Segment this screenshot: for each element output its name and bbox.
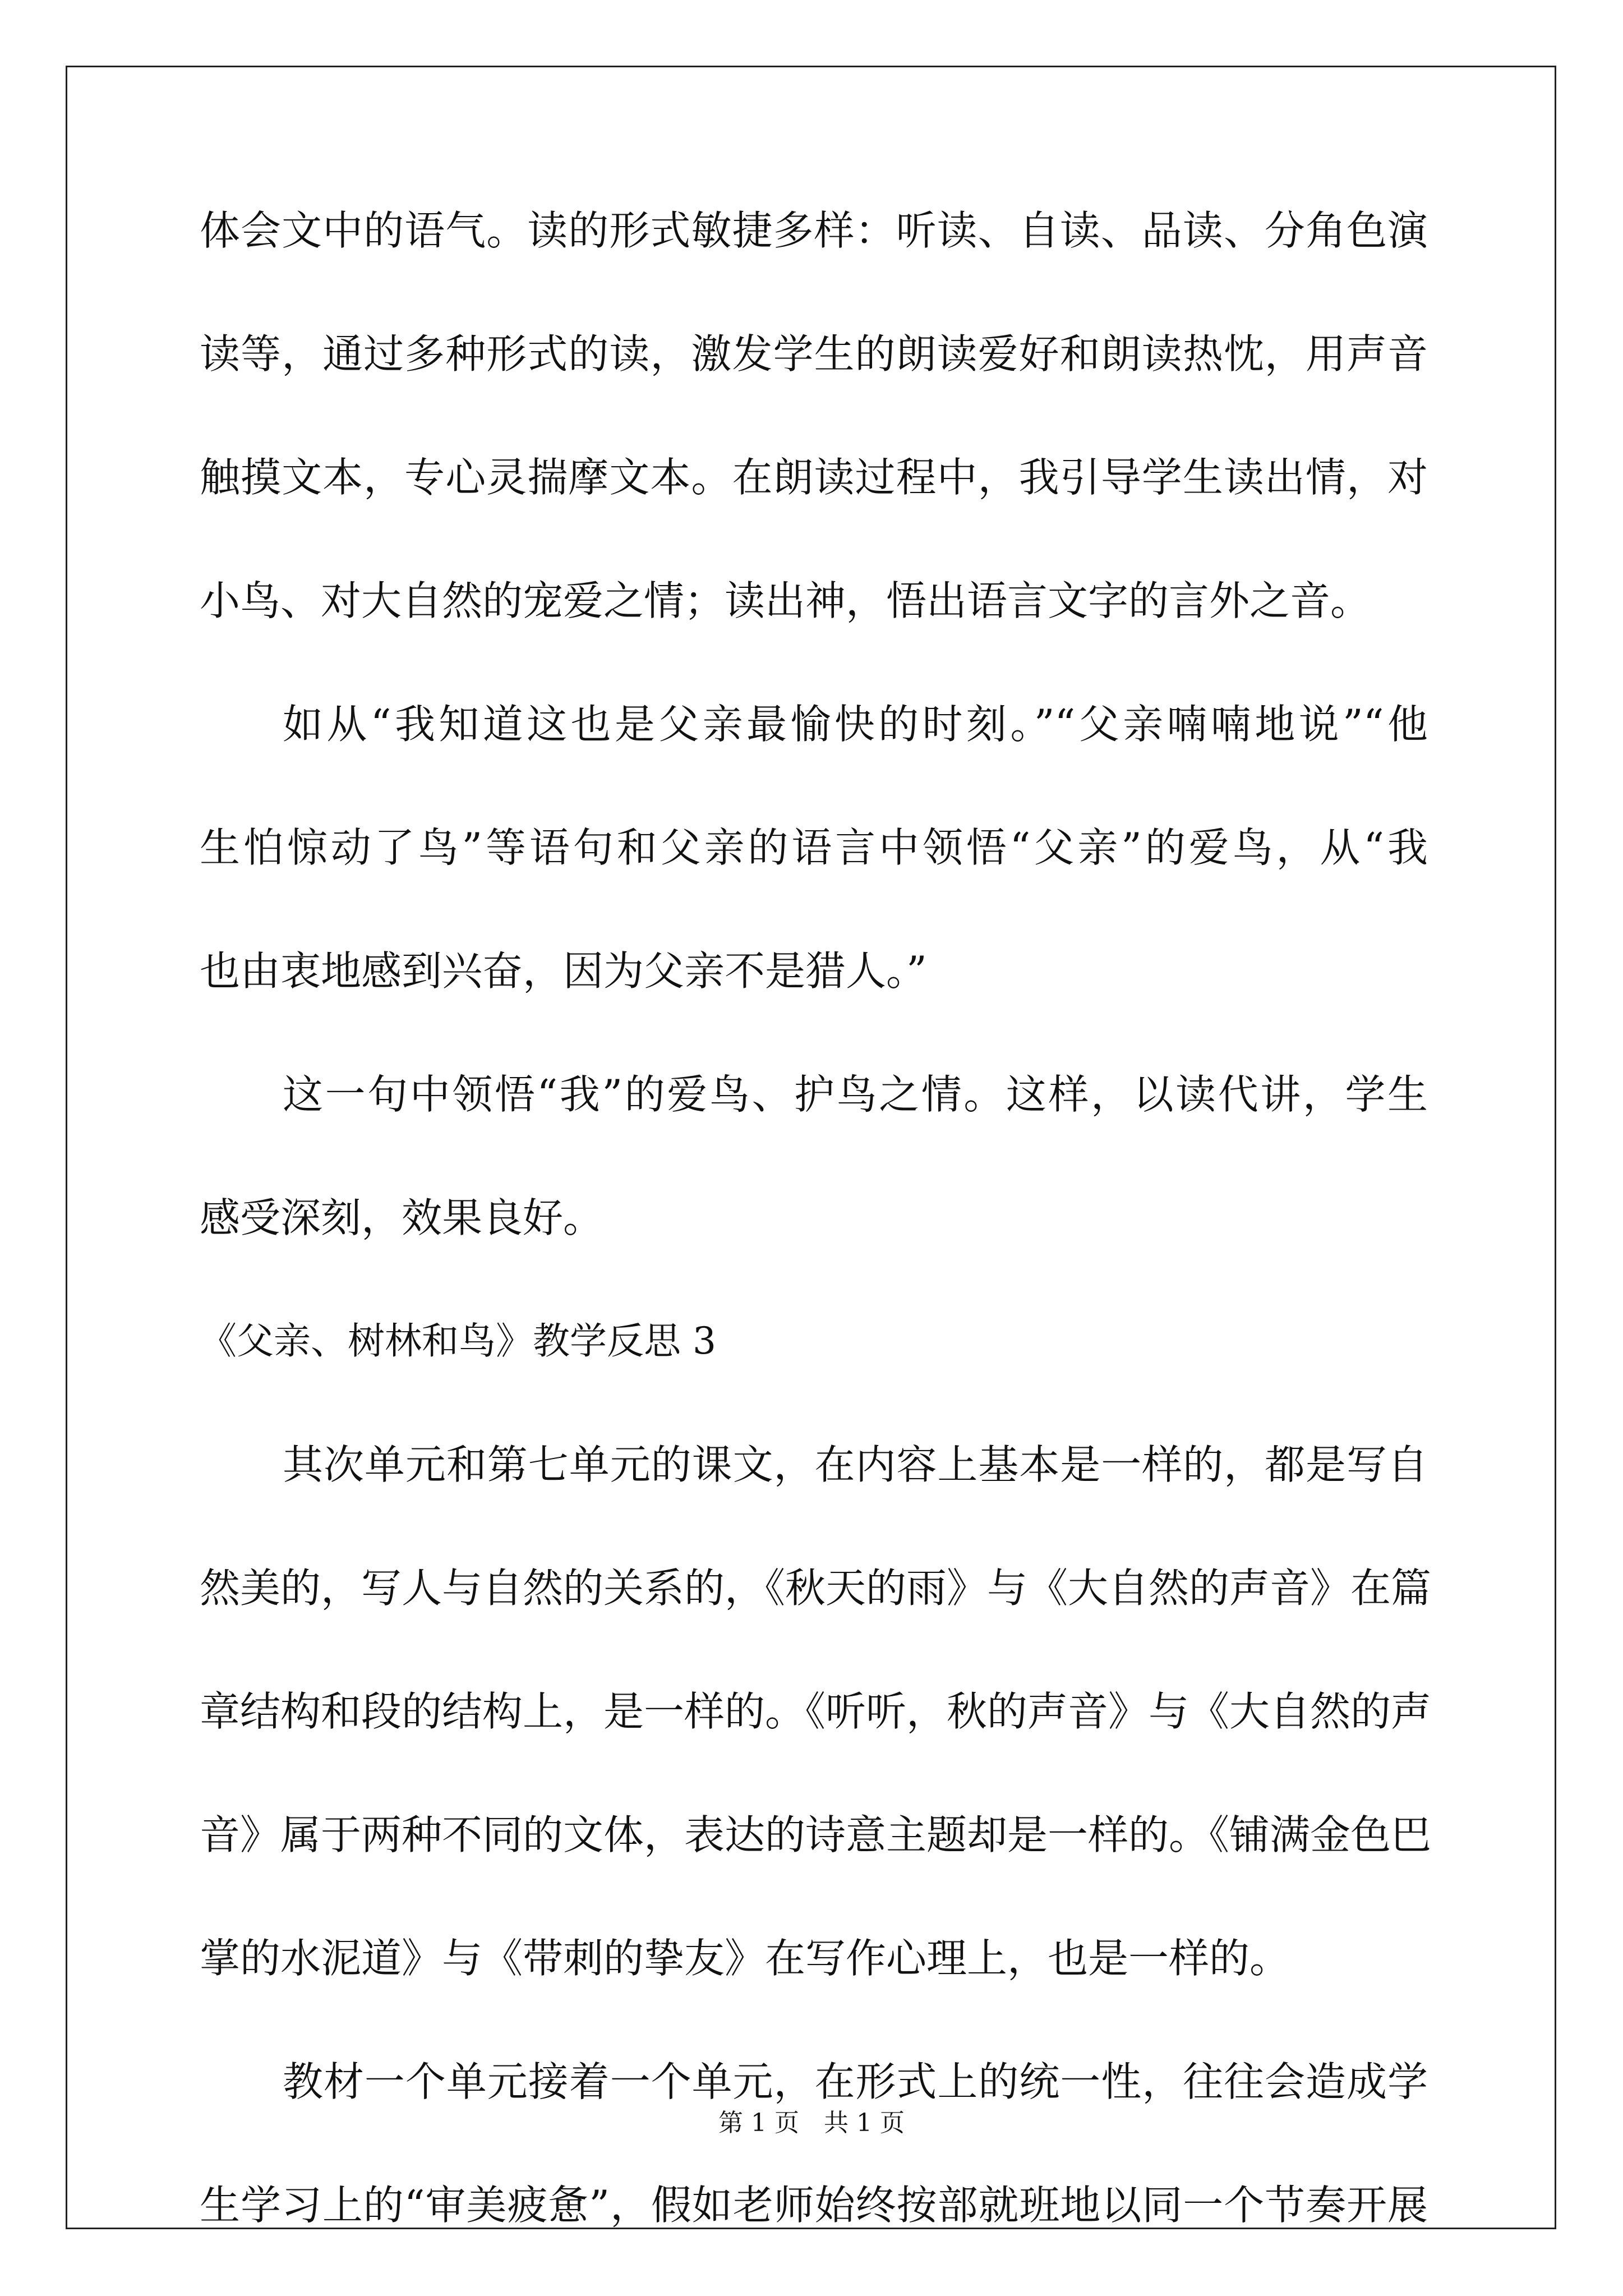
text-line: 体会文中的语气。读的形式敏捷多样：听读、自读、品读、分角色演	[200, 207, 1428, 254]
text-line: 其次单元和第七单元的课文，在内容上基本是一样的，都是写自	[283, 1441, 1428, 1488]
section-heading: 《父亲、树林和鸟》教学反思 3	[200, 1319, 716, 1363]
text-line: 音》属于两种不同的文体，表达的诗意主题却是一样的。《铺满金色巴	[200, 1811, 1432, 1858]
page-border	[66, 66, 1556, 2229]
text-line: 生学习上的“审美疲惫”，假如老师始终按部就班地以同一个节奏开展	[200, 2182, 1428, 2229]
text-line: 也由衷地感到兴奋，因为父亲不是猎人。”	[200, 947, 927, 995]
text-line: 掌的水泥道》与《带刺的挚友》在写作心理上，也是一样的。	[200, 1935, 1290, 1982]
text-line: 小鸟、对大自然的宠爱之情；读出神，悟出语言文字的言外之音。	[200, 577, 1371, 624]
text-line: 感受深刻，效果良好。	[200, 1194, 604, 1241]
text-line: 教材一个单元接着一个单元，在形式上的统一性，往往会造成学	[283, 2058, 1428, 2105]
text-line: 生怕惊动了鸟”等语句和父亲的语言中领悟“父亲”的爱鸟，从“我	[200, 824, 1428, 871]
text-line: 读等，通过多种形式的读，激发学生的朗读爱好和朗读热忱，用声音	[200, 330, 1428, 378]
text-line: 触摸文本，专心灵揣摩文本。在朗读过程中，我引导学生读出情，对	[200, 454, 1428, 501]
text-line: 这一句中领悟“我”的爱鸟、护鸟之情。这样，以读代讲，学生	[283, 1071, 1428, 1118]
page-number-footer: 第 1 页 共 1 页	[718, 2109, 905, 2137]
text-line: 章结构和段的结构上，是一样的。《听听，秋的声音》与《大自然的声	[200, 1688, 1432, 1735]
text-line: 然美的，写人与自然的关系的，《秋天的雨》与《大自然的声音》在篇	[200, 1565, 1432, 1612]
text-line: 如从“我知道这也是父亲最愉快的时刻。”“父亲喃喃地说”“他	[283, 701, 1428, 748]
